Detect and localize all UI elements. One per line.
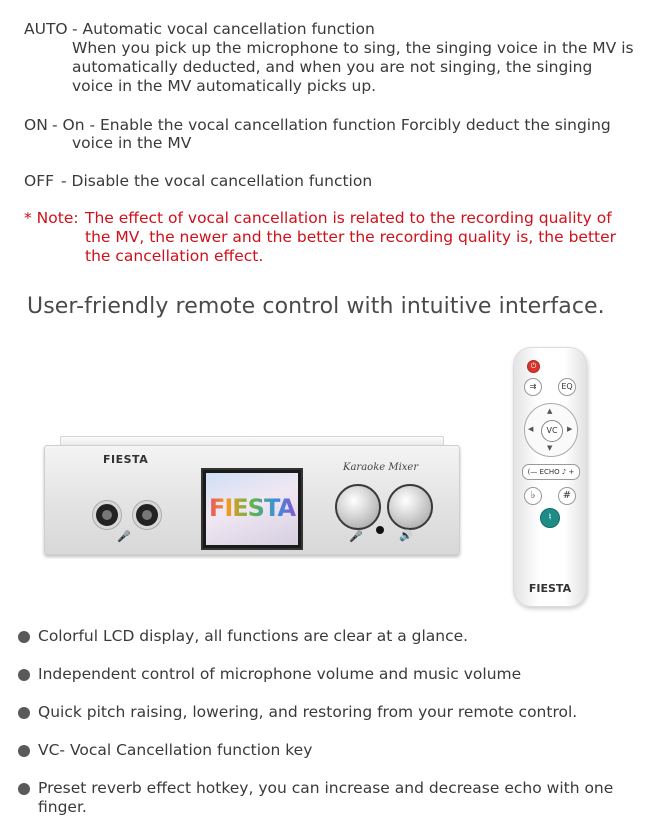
- mic-icon: 🎤: [117, 530, 131, 543]
- natural-button[interactable]: ♮: [540, 508, 560, 528]
- mic-jack-2: [133, 501, 161, 529]
- bullet-text: Independent control of microphone volume and music volume: [38, 665, 522, 683]
- mode-key-off: OFF: [24, 172, 55, 190]
- ir-sensor: [376, 526, 384, 534]
- mode-title-auto: - Automatic vocal cancellation function: [72, 20, 375, 38]
- mode-desc-on: voice in the MV: [72, 134, 192, 152]
- bullet-icon: [18, 783, 30, 795]
- note-text: The effect of vocal cancellation is related to the recording quality of the MV, the newer and the better the recording quality is, the better the cancellation effect.: [85, 209, 617, 265]
- sharp-button[interactable]: #: [558, 487, 576, 505]
- remote-control: [513, 347, 587, 607]
- mic-volume-knob[interactable]: [335, 484, 381, 530]
- flat-button[interactable]: ♭: [524, 487, 542, 505]
- eq-button[interactable]: EQ: [558, 378, 576, 396]
- bullet-icon: [18, 631, 30, 643]
- dpad[interactable]: [524, 403, 578, 457]
- vc-button[interactable]: VC: [541, 420, 563, 442]
- section-heading: User-friendly remote control with intuitive interface.: [27, 294, 605, 319]
- bullet-text: Colorful LCD display, all functions are clear at a glance.: [38, 627, 469, 645]
- mode-desc-auto: When you pick up the microphone to sing, the singing voice in the MV is automatically deducted, and when you are not singing, the singing voice in the MV automatically picks up.: [72, 39, 634, 95]
- bullet-text: Quick pitch raising, lowering, and restoring from your remote control.: [38, 703, 578, 721]
- speaker-icon: 🔊: [399, 529, 413, 542]
- device-script-label: Karaoke Mixer: [343, 462, 419, 473]
- bullet-text: Preset reverb effect hotkey, you can increase and decrease echo with one finger.: [38, 779, 614, 816]
- down-arrow-icon[interactable]: ▼: [547, 444, 553, 452]
- lcd-screen: [201, 468, 303, 550]
- mode-key-auto: AUTO: [24, 20, 68, 38]
- bullet-icon: [18, 669, 30, 681]
- mic-jack-1: [93, 501, 121, 529]
- power-icon[interactable]: ⏻: [527, 360, 540, 373]
- left-arrow-icon[interactable]: ◀: [528, 425, 534, 433]
- bullet-icon: [18, 707, 30, 719]
- bullet-icon: [18, 745, 30, 757]
- karaoke-mixer-device: [44, 445, 460, 555]
- source-button[interactable]: ⇉: [524, 378, 542, 396]
- mode-key-on: ON: [24, 116, 48, 134]
- echo-control[interactable]: (— ECHO ♪ +: [522, 464, 580, 480]
- note-label: * Note:: [24, 209, 79, 227]
- bullet-text: VC- Vocal Cancellation function key: [38, 741, 313, 759]
- lcd-brand-text: FIESTA: [203, 494, 301, 522]
- music-volume-knob[interactable]: [387, 484, 433, 530]
- remote-brand: FIESTA: [528, 582, 572, 595]
- up-arrow-icon[interactable]: ▲: [547, 407, 553, 415]
- device-brand: FIESTA: [103, 453, 149, 466]
- mode-title-on: - On - Enable the vocal cancellation function Forcibly deduct the singing: [52, 116, 611, 134]
- mic-volume-icon: 🎤: [349, 530, 363, 543]
- right-arrow-icon[interactable]: ▶: [567, 425, 573, 433]
- mode-title-off: - Disable the vocal cancellation function: [61, 172, 373, 190]
